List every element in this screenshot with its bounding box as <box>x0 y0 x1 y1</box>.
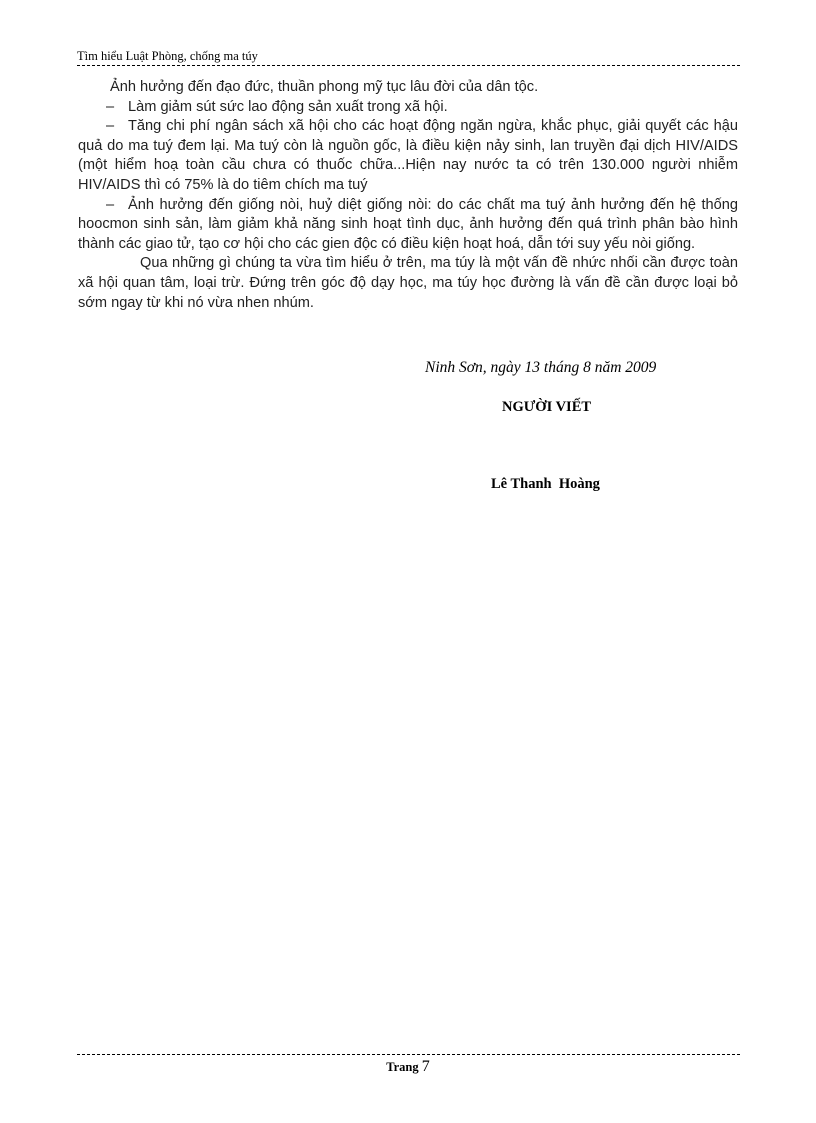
paragraph-text: Tăng chi phí ngân sách xã hội cho các hoạt động ngăn ngừa, khắc phục, giải quyết các hậu quả do ma tuý đem lại. Ma tuý còn là nguồn gốc, là điều kiện nảy sinh, lan truyền đại dịch HIV/AIDS (một hiểm hoạ toàn cầu chưa có thuốc chữa...Hiện nay nước ta có trên 130.000 người nhiễm HIV/AIDS thì có 75% là do tiêm chích ma tuý <box>78 118 738 193</box>
dash-marker: – <box>106 118 115 135</box>
paragraph-text: Ảnh hưởng đến đạo đức, thuần phong mỹ tục lâu đời của dân tộc. <box>110 79 539 95</box>
dash-marker: – <box>106 196 115 213</box>
document-body <box>78 78 738 313</box>
page-label: Trang <box>386 1060 419 1074</box>
footer-divider <box>77 1054 740 1055</box>
paragraph-text: Qua những gì chúng ta vừa tìm hiểu ở trên, ma túy là một vấn đề nhức nhối cần được toàn xã hội quan tâm, loại trừ. Đứng trên góc độ dạy học, ma túy học đường là vấn đề cần được loại bỏ sớm ngay từ khi nó vừa nhen nhúm. <box>78 255 738 311</box>
bullet-paragraph <box>78 196 738 255</box>
paragraph <box>78 254 738 313</box>
paragraph-text: Làm giảm sút sức lao động sản xuất trong xã hội. <box>128 98 448 115</box>
signature-date: Ninh Sơn, ngày 13 tháng 8 năm 2009 <box>425 359 657 376</box>
paragraph-text: Ảnh hưởng đến giống nòi, huỷ diệt giống nòi: do các chất ma tuý ảnh hưởng đến hệ thống hoocmon sinh sản, làm giảm khả năng sinh hoạt tình dục, ảnh hưởng đến quá trình phân bào hình thành các giao tử, tạo cơ hội cho các gien độc có điều kiện hoạt hoá, dẫn tới suy yếu nòi giống. <box>78 196 738 252</box>
page-number: 7 <box>421 1058 430 1075</box>
signature-title: NGƯỜI VIẾT <box>502 399 592 415</box>
page-footer <box>0 1058 816 1076</box>
header-title: Tìm hiểu Luật Phòng, chống ma túy <box>77 49 258 63</box>
bullet-paragraph <box>78 117 738 195</box>
bullet-paragraph <box>78 98 738 118</box>
signature-name: Lê Thanh Hoàng <box>491 476 600 492</box>
dash-marker: – <box>106 98 115 115</box>
paragraph <box>78 78 738 98</box>
page-header <box>77 49 740 66</box>
